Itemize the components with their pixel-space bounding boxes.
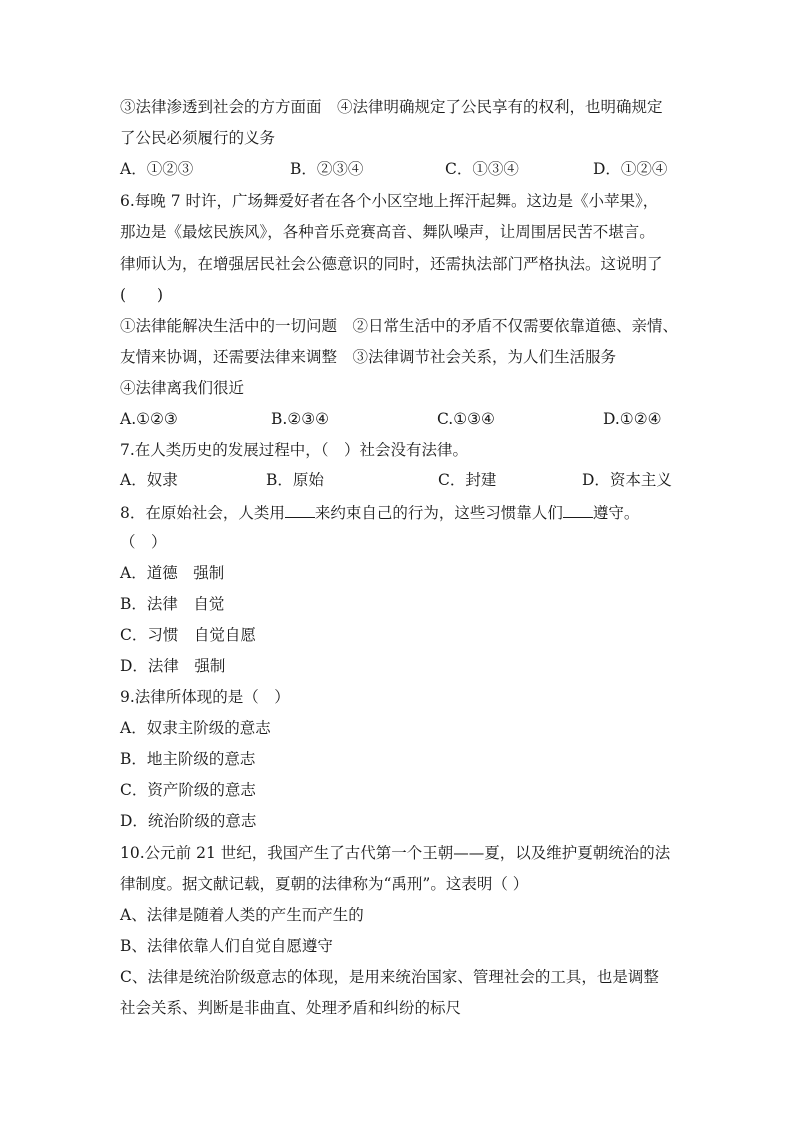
q8-blank-2 (563, 501, 593, 518)
q8-option-b: B．法律 自觉 (120, 595, 225, 613)
q8-answer-paren: （ ） (120, 533, 167, 551)
q8-option-d: D．法律 强制 (120, 657, 226, 675)
q5-statement-line-2: 了公民必须履行的义务 (120, 129, 276, 147)
q8-blank-1 (285, 501, 315, 518)
q5-option-b: B．②③④ (290, 160, 364, 178)
q10-stem-line-1: 10.公元前 21 世纪，我国产生了古代第一个王朝——夏，以及维护夏朝统治的法 (120, 844, 671, 862)
q7-options (120, 470, 700, 490)
q9-stem: 9.法律所体现的是（ ） (120, 688, 290, 706)
q5-statement-line-1: ③法律渗透到社会的方方面面 ④法律明确规定了公民享有的权利，也明确规定 (120, 98, 663, 116)
q6-statement-line-1: ①法律能解决生活中的一切问题 ②日常生活中的矛盾不仅需要依靠道德、亲情、 (120, 317, 679, 335)
q8-stem (120, 501, 700, 523)
q10-option-c-line-1: C、法律是统治阶级意志的体现，是用来统治国家、管理社会的工具，也是调整 (120, 968, 659, 986)
q6-statement-line-2: 友情来协调，还需要法律来调整 ③法律调节社会关系，为人们生活服务 (120, 348, 617, 366)
q9-option-d: D．统治阶级的意志 (120, 812, 257, 830)
q6-statement-line-3: ④法律离我们很近 (120, 379, 245, 397)
q6-option-d: D.①②④ (603, 410, 662, 428)
q10-stem-line-2: 律制度。据文献记载，夏朝的法律称为“禹刑”。这表明（ ） (120, 875, 529, 893)
q7-option-a: A．奴隶 (120, 471, 178, 489)
q7-option-d: D．资本主义 (582, 471, 672, 489)
q6-options (120, 409, 700, 429)
q9-option-a: A．奴隶主阶级的意志 (120, 719, 271, 737)
q10-option-b: B、法律依靠人们自觉自愿遵守 (120, 937, 333, 955)
q10-option-c-line-2: 社会关系、判断是非曲直、处理矛盾和纠纷的标尺 (120, 999, 462, 1017)
q9-option-b: B．地主阶级的意志 (120, 750, 256, 768)
q6-answer-paren: ( ) (120, 286, 164, 304)
q6-stem-line-1: 6.每晚 7 时许，广场舞爱好者在各个小区空地上挥汗起舞。这边是《小苹果》， (120, 192, 659, 210)
q5-option-a: A．①②③ (120, 160, 194, 178)
q6-stem-line-3: 律师认为，在增强居民社会公德意识的同时，还需执法部门严格执法。这说明了 (120, 255, 663, 273)
q8-option-a: A．道德 强制 (120, 564, 225, 582)
q6-option-b: B.②③④ (271, 410, 330, 428)
q6-option-a: A.①②③ (120, 410, 178, 428)
q7-option-b: B．原始 (266, 471, 324, 489)
q8-stem-part-3: 遵守。 (592, 504, 640, 522)
q6-stem-line-2: 那边是《最炫民族风》，各种音乐竞赛高音、舞队噪声，让周围居民苦不堪言。 (120, 223, 655, 241)
q10-option-a: A、法律是随着人类的产生而产生的 (120, 906, 364, 924)
q5-option-c: C．①③④ (445, 160, 519, 178)
q7-option-c: C．封建 (438, 471, 497, 489)
q8-stem-part-1: 8．在原始社会，人类用 (120, 504, 285, 522)
q6-option-c: C.①③④ (437, 410, 495, 428)
q9-option-c: C．资产阶级的意志 (120, 781, 256, 799)
q7-stem: 7.在人类历史的发展过程中，（ ）社会没有法律。 (120, 441, 469, 459)
q8-option-c: C．习惯 自觉自愿 (120, 626, 256, 644)
q5-option-d: D．①②④ (593, 160, 668, 178)
q8-stem-part-2: 来约束自己的行为，这些习惯靠人们 (314, 504, 563, 522)
q5-options (120, 159, 700, 179)
